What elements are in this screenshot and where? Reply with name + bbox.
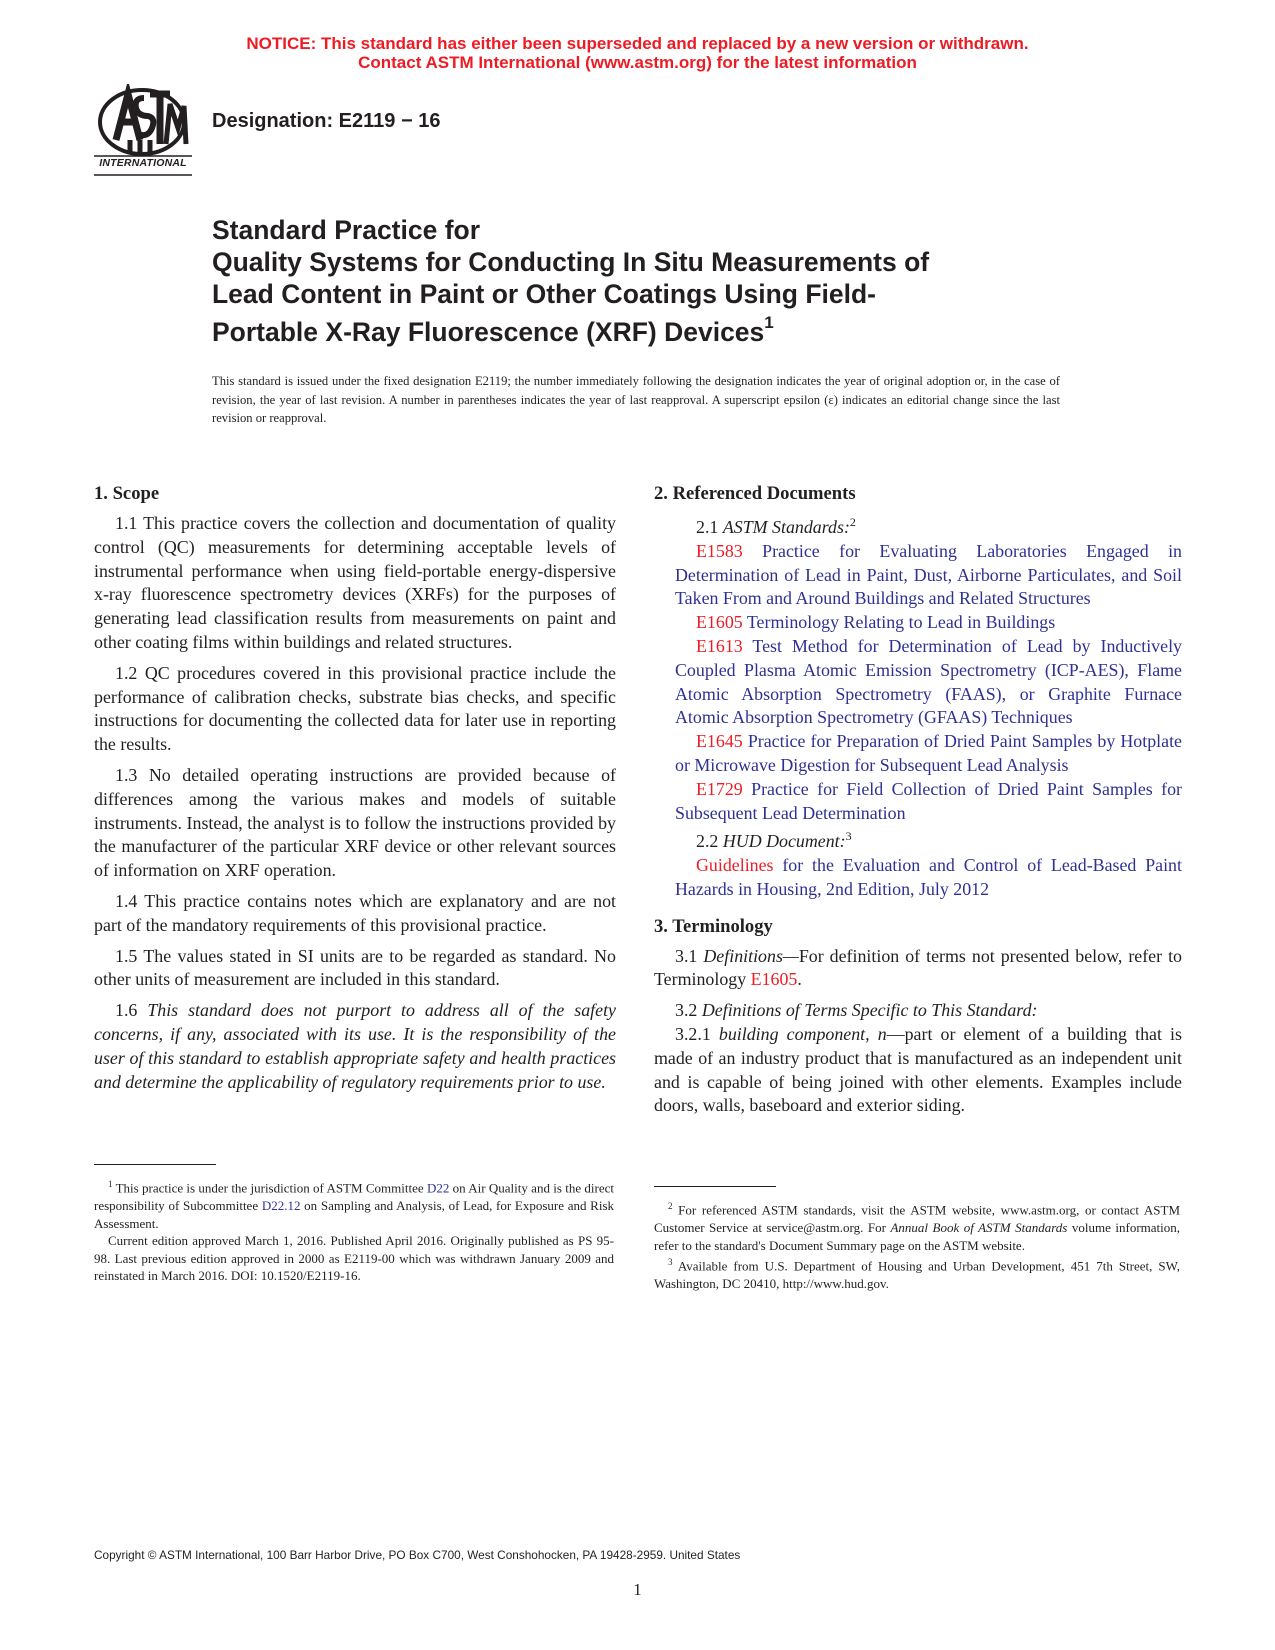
committee-d22-link[interactable]: D22: [426, 1180, 450, 1196]
designation: Designation: E2119 − 16: [212, 110, 441, 132]
supersession-notice: [0, 34, 1275, 72]
footnotes-left: [94, 1176, 614, 1285]
title-line-2: Quality Systems for Conducting In Situ Measurements of: [212, 247, 930, 277]
terminology-para-3-2: [654, 999, 1182, 1023]
scope-para-1-2: 1.2 QC procedures covered in this provisional practice include the performance of calibration checks, substrate bias checks, and specific instructions for documenting the collected data for later use in reporting the results.: [94, 662, 616, 755]
title-line-4: Portable X-Ray Fluorescence (XRF) Devices: [212, 316, 765, 347]
footnote-rule: [654, 1186, 776, 1187]
reference-item[interactable]: [654, 540, 1182, 611]
reference-code[interactable]: E1645: [696, 731, 743, 752]
footnote-2: [654, 1198, 1180, 1254]
footnote-rule: [94, 1164, 216, 1165]
hud-guidelines-reference[interactable]: [654, 854, 1182, 902]
astm-standards-text: ASTM Standards:: [722, 516, 850, 537]
notice-line-2: Contact ASTM International (www.astm.org) for the latest information: [358, 53, 917, 72]
footnote-text: volume information, refer to the standard's Document Summary page on the ASTM website.: [654, 1219, 1181, 1253]
scope-para-1-3: 1.3 No detailed operating instructions are provided because of differences among the various makes and models of suitable instruments. Instead, the analyst is to follow the instructions provided by the manufacturer of the particular XRF device or other relevant sources of information on XRF operation.: [94, 764, 616, 881]
reference-code[interactable]: E1605: [696, 612, 743, 633]
reference-item[interactable]: [654, 635, 1182, 730]
terminology-e1605-link[interactable]: E1605: [750, 969, 798, 990]
footnote-mark: 2: [668, 1201, 673, 1211]
title-line-1: Standard Practice for: [212, 215, 481, 245]
footnote-mark: 2: [849, 515, 856, 529]
left-column: [94, 482, 616, 1094]
title-line-3: Lead Content in Paint or Other Coatings Using Field-: [212, 279, 876, 309]
issue-note: This standard is issued under the fixed designation E2119; the number immediately following the designation indicates the year of original adoption or, in the case of revision, the year of last revision. A number in parentheses indicates the year of last reapproval. A superscript epsilon (ε) indicates an editorial change since the last revision or reapproval.: [212, 374, 1060, 425]
reference-item[interactable]: [654, 778, 1182, 826]
logo-text: INTERNATIONAL: [99, 157, 187, 169]
definitions-text: For definition of terms not presented below, refer to Terminology: [654, 945, 1182, 990]
footnote-1: [94, 1176, 614, 1232]
definition-text: —part or element of a building that is made of an industry product that is manufactured as an independent unit and is capable of being joined with other elements. Examples include doors, walls, baseboard and exterior siding.: [654, 1024, 1182, 1116]
edition-note: Current edition approved March 1, 2016. Published April 2016. Originally published as PS 95-98. Last previous edition approved in 2000 as E2119-00 which was withdrawn January 2009 and reinstated in March 2016. DOI: 10.1520/E2119-16.: [94, 1233, 614, 1284]
specific-definitions-label: Definitions of Terms Specific to This Standard:: [701, 1000, 1038, 1021]
terminology-heading: 3. Terminology: [654, 915, 773, 937]
footnote-text: This practice is under the jurisdiction of ASTM Committee: [115, 1180, 424, 1196]
scope-para-1-1: 1.1 This practice covers the collection and documentation of quality control (QC) measurements for determining acceptable levels of instrumental performance when using field-portable energy-dispersive x-ray fluorescence spectrometry devices (XRFs) for the purposes of generating lead classification results from measurements on paint and other coating films within buildings and related structures.: [94, 513, 616, 652]
terminology-para-3-2-1: [654, 1023, 1182, 1118]
reference-title[interactable]: Practice for Preparation of Dried Paint Samples by Hotplate or Microwave Digestion for Subsequent Lead Analysis: [675, 731, 1182, 775]
right-column: [654, 482, 1182, 1118]
notice-line-1: NOTICE: This standard has either been superseded and replaced by a new version or withdrawn.: [246, 34, 1029, 53]
page-number: 1: [633, 1580, 642, 1599]
para-number: 2.1: [696, 516, 719, 537]
period: .: [797, 969, 802, 990]
reference-title[interactable]: Practice for Field Collection of Dried Paint Samples for Subsequent Lead Determination: [675, 778, 1182, 823]
terminology-para-3-1: [654, 945, 1182, 993]
footnote-mark: 3: [845, 829, 852, 844]
footnote-mark: 3: [668, 1257, 673, 1268]
footnotes-right: [654, 1198, 1180, 1293]
para-number: 3.1: [675, 945, 698, 966]
definitions-label: Definitions—: [703, 945, 799, 966]
reference-title[interactable]: Terminology Relating to Lead in Buildings: [746, 612, 1056, 633]
reference-item[interactable]: [654, 611, 1182, 635]
reference-title[interactable]: Test Method for Determination of Lead by Inductively Coupled Plasma Atomic Emission Spectrometry (ICP-AES), Flame Atomic Absorption Spectrometry (FAAS), or Graphite Furnace Atomic Absorption Spectrometry (GFAAS) Techniques: [675, 635, 1182, 728]
footnote-text: on Sampling and Analysis, of Lead, for Exposure and Risk Assessment.: [94, 1197, 614, 1231]
subcommittee-d2212-link[interactable]: D22.12: [261, 1197, 301, 1213]
reference-code[interactable]: Guidelines: [696, 855, 774, 876]
title-footnote-mark: 1: [764, 313, 774, 332]
scope-para-1-4: 1.4 This practice contains notes which are explanatory and are not part of the mandatory requirements of this provisional practice.: [94, 890, 616, 935]
para-number: 1.6: [115, 1000, 138, 1021]
footnote-text: For referenced ASTM standards, visit the ASTM website, www.astm.org, or contact ASTM Customer Service at service@astm.org. For: [654, 1202, 1181, 1235]
reference-code[interactable]: E1583: [696, 540, 743, 561]
copyright-line: Copyright © ASTM International, 100 Barr Harbor Drive, PO Box C700, West Conshohocken, PA 19428-2959. United States: [94, 1548, 741, 1562]
para-number: 2.2: [696, 831, 719, 852]
astm-logo: [94, 84, 196, 180]
footnote-mark: 1: [108, 1179, 113, 1189]
reference-title[interactable]: for the Evaluation and Control of Lead-Based Paint Hazards in Housing, 2nd Edition, July 2012: [675, 855, 1182, 899]
hud-document-label: [654, 825, 1182, 854]
defined-term: building component, n: [718, 1024, 887, 1045]
safety-caveat: This standard does not purport to address all of the safety concerns, if any, associated with its use. It is the responsibility of the user of this standard to establish appropriate safety and health practices and determine the applicability of regulatory requirements prior to use.: [94, 1000, 616, 1092]
astm-standards-label: [654, 511, 1182, 540]
para-number: 3.2: [675, 1000, 698, 1021]
document-title: [212, 214, 929, 348]
reference-code[interactable]: E1729: [696, 778, 743, 799]
reference-list: [654, 540, 1182, 826]
scope-para-1-6: [94, 999, 616, 1094]
scope-para-1-5: 1.5 The values stated in SI units are to be regarded as standard. No other units of measurement are included in this standard.: [94, 945, 616, 990]
footnote-text: on Air Quality and is the direct responsibility of Subcommittee: [94, 1180, 615, 1213]
reference-code[interactable]: E1613: [696, 635, 743, 656]
referenced-documents-heading: 2. Referenced Documents: [654, 483, 856, 504]
footnote-3: [654, 1254, 1180, 1293]
scope-heading: 1. Scope: [94, 483, 160, 504]
reference-item[interactable]: [654, 730, 1182, 778]
footnote-text: Available from U.S. Department of Housing and Urban Development, 451 7th Street, SW, Washington, DC 20410, http://www.hud.gov.: [654, 1258, 1180, 1292]
annual-book-title: Annual Book of ASTM Standards: [890, 1219, 1068, 1235]
hud-document-text: HUD Document:: [722, 831, 846, 852]
para-number: 3.2.1: [675, 1024, 711, 1045]
reference-title[interactable]: Practice for Evaluating Laboratories Engaged in Determination of Lead in Paint, Dust, Airborne Particulates, and Soil Taken From and Around Buildings and Related Structures: [675, 540, 1182, 609]
